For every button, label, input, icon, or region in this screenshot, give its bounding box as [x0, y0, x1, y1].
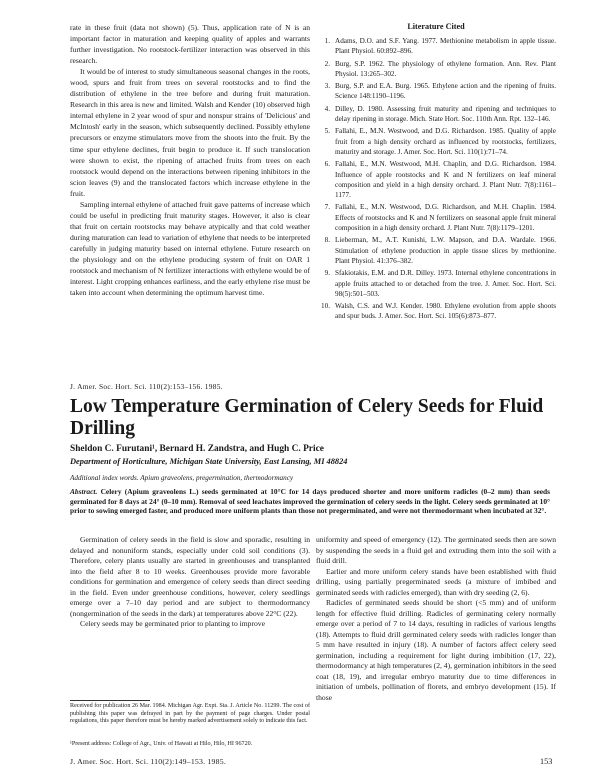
body-left-column [70, 535, 310, 630]
author-affiliation: Department of Horticulture, Michigan State University, East Lansing, MI 48824 [70, 457, 348, 466]
continued-discussion-column [70, 22, 310, 298]
reference-item [316, 268, 556, 299]
reference-text: Lieberman, M., A.T. Kunishi, L.W. Mapson, and D.A. Wardale. 1966. Stimulation of ethylene production in apple tissue slices by methionine. Plant Physiol. 41:376–382. [335, 236, 556, 265]
body-paragraph: uniformity and speed of emergency (12). The germinated seeds then are sown by suspending the seeds in a fluid gel and extruding them into the soil with a fluid drill. [316, 535, 556, 565]
reference-number: 9. [324, 269, 330, 278]
page-number: 153 [540, 757, 553, 766]
reference-item [316, 235, 556, 266]
reference-text: Fallahi, E., M.N. Westwood, M.H. Chaplin, and D.G. Richardson. 1984. Influence of apple rootstocks and K and N fertilizers on leaf mineral composition and yield in a high density orchard. J. Plant Nutr. 7(8):1161–1177. [335, 160, 556, 200]
reference-number: 5. [324, 127, 330, 136]
index-words: Additional index words. Apium graveolens, pregermination, thermodormancy [70, 474, 294, 482]
abstract-label: Abstract. [70, 487, 98, 496]
reference-item [316, 81, 556, 102]
body-paragraph: Germination of celery seeds in the field is slow and sporadic, resulting in delayed and nonuniform stands, especially under cold soil conditions (3). Therefore, celery plants usually are started in greenhouses and transplanted into the field after 8 to 10 weeks. Greenhouses provide more favorable conditions for germination and emergence of celery seeds than direct seeding in the field. Even under greenhouse conditions, however, celery seedlings emerge over a 7–10 day period and are subject to thermodormancy (nongermination of the seeds in the dark) at temperatures above 22°C (22). [70, 535, 310, 618]
reference-text: Walsh, C.S. and W.J. Kender. 1980. Ethylene evolution from apple shoots and spur buds. J. Amer. Soc. Hort. Sci. 105(6):873–877. [335, 302, 556, 321]
body-paragraph: Earlier and more uniform celery stands have been established with fluid drilling, using partially pregerminated seeds (a mixture of imbibed and germinated seeds with radicles emerged), than with dry seeding (2, 6). [316, 566, 556, 597]
received-footnote: Received for publication 26 Mar. 1984. Michigan Agr. Expt. Sta. J. Article No. 11299. The cost of publishing this paper was defrayed in part by the payment of page charges. Under postal regulations, this paper therefore must be hereby marked advertisement solely to indicate this fact. [70, 703, 310, 724]
abstract-text: Celery (Apium graveolens L.) seeds germinated at 10°C for 14 days produced shorter and more uniform radicles (0–2 mm) than seeds germinated for 8 days at 24° (0–10 mm). Removal of seed leachates improved the germination of celery seeds in the light. Celery seeds germinated at 10° prior to sowing emerged faster, and produced more uniform plants than those not pregerminated, and were not thermodormant when incubated at 32°. [70, 487, 550, 516]
discussion-paragraph: rate in these fruit (data not shown) (5). Thus, application rate of N is an important factor in maturation and keeping quality of apples and warrants further investigation. No rootstock-fertilizer interaction was observed in this research. [70, 23, 310, 66]
reference-item [316, 59, 556, 80]
reference-text: Dilley, D. 1980. Assessing fruit maturity and ripening and techniques to delay ripening in storage. Mich. State Hort. Soc. 110th Ann. Rpt. 132–146. [335, 104, 556, 124]
reference-number: 6. [324, 160, 330, 169]
article-authors: Sheldon C. Furutani¹, Bernard H. Zandstra, and Hugh C. Price [70, 444, 324, 454]
article-citation: J. Amer. Soc. Hort. Sci. 110(2):153–156. 1985. [70, 382, 223, 391]
reference-text: Adams, D.O. and S.F. Yang. 1977. Methionine metabolism in apple tissue. Plant Physiol. 60:892–896. [335, 37, 556, 56]
reference-text: Fallahi, E., M.N. Westwood, and D.G. Richardson. 1985. Quality of apple fruit from a high density orchard as influenced by rootstocks, fertilizers, maturity and storage. J. Amer. Soc. Hort. Sci. 110(1):71–74. [335, 127, 556, 156]
reference-number: 2. [324, 59, 330, 68]
address-footnote: ¹Present address: College of Agr., Univ. of Hawaii at Hilo, Hilo, HI 96720. [70, 741, 253, 747]
discussion-paragraph: Sampling internal ethylene of attached fruit gave patterns of increase which could be useful in predicting fruit maturity stages. However, it also is clear that fruit on certain rootstocks may behave atypically and that cold weather during maturation can lead to variation of ethylene that needs to be interpreted carefully in judging maturity based on internal ethylene. Future research on the physiology and on the ethylene producing system of fruit on OAR 1 rootstock and mechanism of N fertilizer interactions with ethylene would be of interest. Light cropping enhances earliness, and the early ethylene rise must be taken into account when determining the optimum harvest time. [70, 199, 310, 298]
reference-item [316, 301, 556, 322]
reference-text: Burg, S.P. and E.A. Burg. 1965. Ethylene action and the ripening of fruits. Science 148:1190–1196. [335, 82, 556, 101]
reference-item [316, 202, 556, 233]
reference-text: Sfakiotakis, E.M. and D.R. Dilley. 1973. Internal ethylene concentrations in apple fruits attached to or detached from the tree. J. Amer. Soc. Hort. Sci. 98(5):501–503. [335, 269, 556, 298]
reference-number: 3. [324, 82, 330, 91]
reference-text: Fallahi, E., M.N. Westwood, D.G. Richardson, and M.H. Chaplin. 1984. Effects of rootstocks and K and N fertilizers on seasonal apple fruit mineral composition in a high density orchard. J. Plant Nutr. 7(8):1179–1201. [335, 203, 556, 233]
footnote-rule [70, 700, 150, 701]
reference-number: 10. [321, 302, 330, 311]
discussion-paragraph: It would be of interest to study simultaneous seasonal changes in the roots, wood, spurs and fruit from trees on several rootstocks and to find the distribution of ethylene in the tree before and during fruit maturation. Research in this area is new and limited. Walsh and Kender (10) observed high internal ethylene in 2 year wood of spur and nonspur strains of 'Delicious' and McIntosh' early in the season, which subsequently declined. Possibly ethylene precursors or enzyme stimulators move from the shoots into the fruit. By the time spur ethylene declines, fruit begin to produce it. If such translocation were shown to exist, the ripening of attached fruits from trees on each rootstock would depend on the interactions between ripening inhibitors in the scion leaves (9) and the translocated factors which increase ethylene in the fruit. [70, 67, 310, 198]
literature-cited-heading: Literature Cited [407, 22, 465, 31]
reference-item [316, 159, 556, 200]
article-title: Low Temperature Germination of Celery Seeds for Fluid Drilling [70, 396, 544, 439]
reference-number: 1. [324, 37, 330, 45]
literature-cited-column [316, 22, 556, 324]
footer-journal: J. Amer. Soc. Hort. Sci. 110(2):149–153. 1985. [70, 757, 226, 766]
abstract [70, 487, 550, 516]
reference-item [316, 104, 556, 125]
reference-text: Burg, S.P. 1962. The physiology of ethylene formation. Ann. Rev. Plant Physiol. 13:265–302. [335, 59, 556, 78]
reference-number: 4. [324, 104, 330, 113]
reference-number: 7. [324, 203, 330, 212]
body-paragraph: Radicles of germinated seeds should be short (<5 mm) and of uniform length for effective fluid drilling. Radicles of germinating celery normally emerge over a period of 7 to 14 days, resulting in radicles of various lengths (18). Attempts to fluid drill germinated celery seeds with radicles longer than 5 mm have resulted in injury (18). A number of factors affect celery seed germination, including a requirement for light during imbibition (17, 22), thermodormancy at high temperatures (2, 4), germination inhibitors in the seed coat (18, 19), and irregular embryo maturity due to time differences in initiation of umbels, pollination of florets, and embryo development (15). If those [316, 598, 556, 702]
reference-item [316, 36, 556, 57]
body-right-column [316, 535, 556, 703]
reference-item [316, 126, 556, 157]
reference-number: 8. [324, 236, 330, 245]
body-paragraph: Celery seeds may be germinated prior to planting to improve [80, 619, 265, 628]
